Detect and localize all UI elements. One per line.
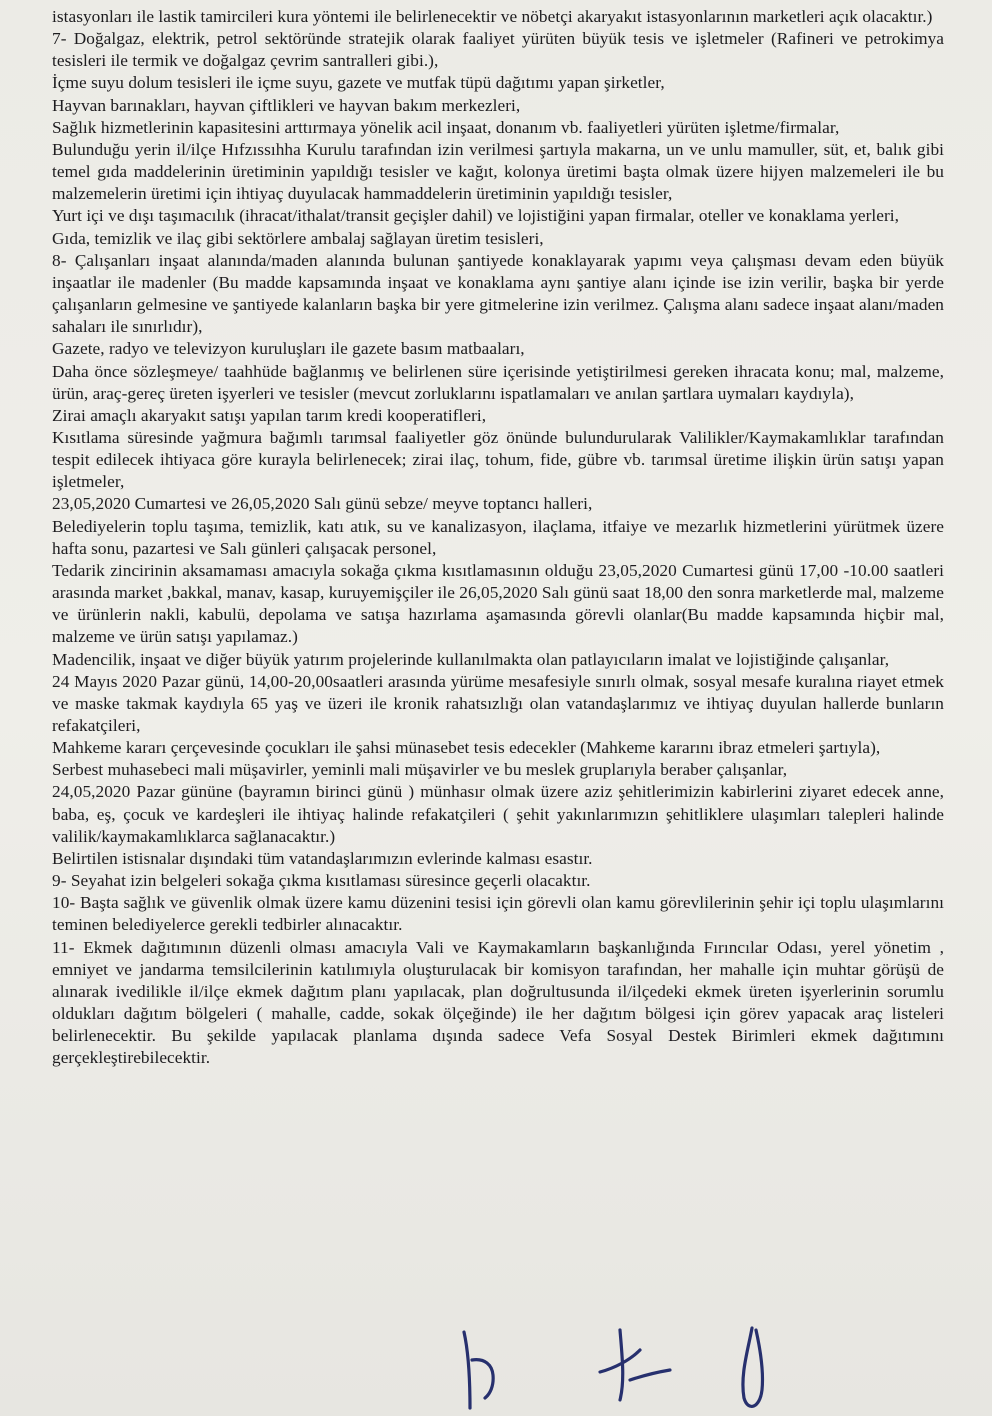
paragraph-13: 23,05,2020 Cumartesi ve 26,05,2020 Salı günü sebze/ meyve toptancı halleri, [52,494,593,514]
document-body [52,6,944,1070]
paragraph-9: Gazete, radyo ve televizyon kuruluşları ile gazete basım matbaaları, [52,339,525,359]
paragraph-1: 7- Doğalgaz, elektrik, petrol sektöründe stratejik olarak faaliyet yürüten büyük tesis ve işletmeler (Rafineri ve petrokimya tesisleri ile termik ve doğalgaz çevrim santralleri gibi.), [52,29,944,71]
paragraph-14: Belediyelerin toplu taşıma, temizlik, katı atık, su ve kanalizasyon, ilaçlama, itfaiye ve mezarlık hizmetlerini yürütmek üzere hafta sonu, pazartesi ve Salı günleri çalışacak personel, [52,516,944,558]
paragraph-5: Bulunduğu yerin il/ilçe Hıfzıssıhha Kurulu tarafından izin verilmesi şartıyla makarna, un ve unlu mamuller, süt, et, balık gibi temel gıda maddelerinin üretiminin yapıldığı tesisler ve kağıt, kolonya üretimi başta olmak üzere hijyen malzemeleri ile bu malzemelerin üretimi için ihtiyaç duyulacak hammaddelerin üretiminin yapıldığı tesisler, [52,139,944,204]
paragraph-3: Hayvan barınakları, hayvan çiftlikleri ve hayvan bakım merkezleri, [52,95,521,115]
paragraph-20: 24,05,2020 Pazar gününe (bayramın birinci günü ) münhasır olmak üzere aziz şehitlerimizin kabirlerini ziyaret edecek anne, baba, eş, çocuk ve kardeşleri ile ihtiyaç halinde refakatçileri ( şehit yakınlarımızın şehitliklere ulaşımları talepleri halinde valilik/kaymakamlıklarca sağlanacaktır.) [52,782,944,846]
paragraph-22: 9- Seyahat izin belgeleri sokağa çıkma kısıtlaması süresince geçerli olacaktır. [52,871,591,891]
signature-mark-2 [600,1330,670,1400]
paragraph-4: Sağlık hizmetlerinin kapasitesini arttırmaya yönelik acil inşaat, donanım vb. faaliyetleri yürüten işletme/firmalar, [52,117,840,137]
paragraph-7: Gıda, temizlik ve ilaç gibi sektörlere ambalaj sağlayan üretim tesisleri, [52,228,544,248]
paragraph-23: 10- Başta sağlık ve güvenlik olmak üzere kamu düzenini tesisi için görevli olan kamu görevlilerinin şehir içi toplu ulaşımlarını teminen belediyelerce gerekli tedbirler alınacaktır. [52,893,944,935]
paragraph-10: Daha önce sözleşmeye/ taahhüde bağlanmış ve belirlenen süre içerisinde yetiştirilmesi gereken ihracata konu; mal, malzeme, ürün, araç-gereç üreten işyerleri ve tesisler (mevcut zorluklarını ispatlamaları ve anılan şartlara uymaları kaydıyla), [52,361,944,403]
paragraph-0: istasyonları ile lastik tamircileri kura yöntemi ile belirlenecektir ve nöbetçi akaryakıt istasyonlarının marketleri açık olacaktır.) [52,7,933,26]
paragraph-11: Zirai amaçlı akaryakıt satışı yapılan tarım kredi kooperatifleri, [52,405,487,425]
signature-mark-3 [743,1328,763,1406]
paragraph-21: Belirtilen istisnalar dışındaki tüm vatandaşlarımızın evlerinde kalması esastır. [52,848,593,868]
paragraph-18: Mahkeme kararı çerçevesinde çocukları ile şahsi münasebet tesis edecekler (Mahkeme kararını ibraz etmeleri şartıyla), [52,738,881,758]
signature-mark-1 [464,1332,493,1408]
handwritten-signatures [430,1320,830,1415]
paragraph-6: Yurt içi ve dışı taşımacılık (ihracat/ithalat/transit geçişler dahil) ve lojistiğini yapan firmalar, oteller ve konaklama yerleri, [52,206,900,226]
paragraph-12: Kısıtlama süresinde yağmura bağımlı tarımsal faaliyetler göz önünde bulundurularak Valilikler/Kaymakamlıklar tarafından tespit edilecek ihtiyaca göre kurayla belirlenecek; zirai ilaç, tohum, fide, gübre vb. tarımsal üretime ilişkin ürün satışı yapan işletmeler, [52,427,944,492]
paragraph-2: İçme suyu dolum tesisleri ile içme suyu, gazete ve mutfak tüpü dağıtımı yapan şirketler, [52,73,665,93]
paragraph-17: 24 Mayıs 2020 Pazar günü, 14,00-20,00saatleri arasında yürüme mesafesiyle sınırlı olmak, sosyal mesafe kuralına riayet etmek ve maske takmak kaydıyla 65 yaş ve üzeri ile kronik rahatsızlığı olan vatandaşlarımız ve ihtiyaç duyulan hallerde bunların refakatçileri, [52,671,944,735]
paragraph-8: 8- Çalışanları inşaat alanında/maden alanında bulunan şantiyede konaklayarak yapımı veya çalışması devam eden büyük inşaatlar ile madenler (Bu madde kapsamında inşaat ve konaklama aynı şantiye alanı içinde ise izin verilir, başka bir yerde çalışanların gelmesine ve şantiyede kalanların başka bir yere gitmelerine izin verilmez. Çalışma alanı sadece inşaat alanı/maden sahaları ile sınırlıdır), [52,250,944,337]
paragraph-19: Serbest muhasebeci mali müşavirler, yeminli mali müşavirler ve bu meslek gruplarıyla beraber çalışanlar, [52,760,788,780]
paragraph-16: Madencilik, inşaat ve diğer büyük yatırım projelerinde kullanılmakta olan patlayıcıların imalat ve lojistiğinde çalışanlar, [52,649,890,669]
paragraph-15: Tedarik zincirinin aksamaması amacıyla sokağa çıkma kısıtlamasının olduğu 23,05,2020 Cumartesi günü 17,00 -10.00 saatleri arasında market ,bakkal, manav, kasap, kuruyemişçiler ile 26,05,2020 Salı günü saat 18,00 den sonra marketlerde mal, malzeme ve ürünlerin nakli, kabulü, depolama ve satışa hazırlama aşamasında görevli olanlar(Bu madde kapsamında hiçbir mal, malzeme ve ürün satışı yapılamaz.) [52,560,944,647]
paragraph-24: 11- Ekmek dağıtımının düzenli olması amacıyla Vali ve Kaymakamların başkanlığında Fırıncılar Odası, yerel yönetim , emniyet ve jandarma temsilcilerinin katılımıyla oluşturulacak bir komisyon tarafından, her mahalle için muhtar görüşü de alınarak ivedilikle il/ilçe ekmek dağıtım planı yapılacak, plan doğrultusunda il/ilçedeki ekmek üreten işyerlerinin sorumlu oldukları dağıtım bölgeleri ( mahalle, cadde, sokak ölçeğinde) ile her dağıtım bölgesi için görev yapacak araç listeleri belirlenecektir. Bu şekilde yapılacak planlama dışında sadece Vefa Sosyal Destek Birimleri ekmek dağıtımını gerçekleştirebilecektir. [52,937,944,1068]
